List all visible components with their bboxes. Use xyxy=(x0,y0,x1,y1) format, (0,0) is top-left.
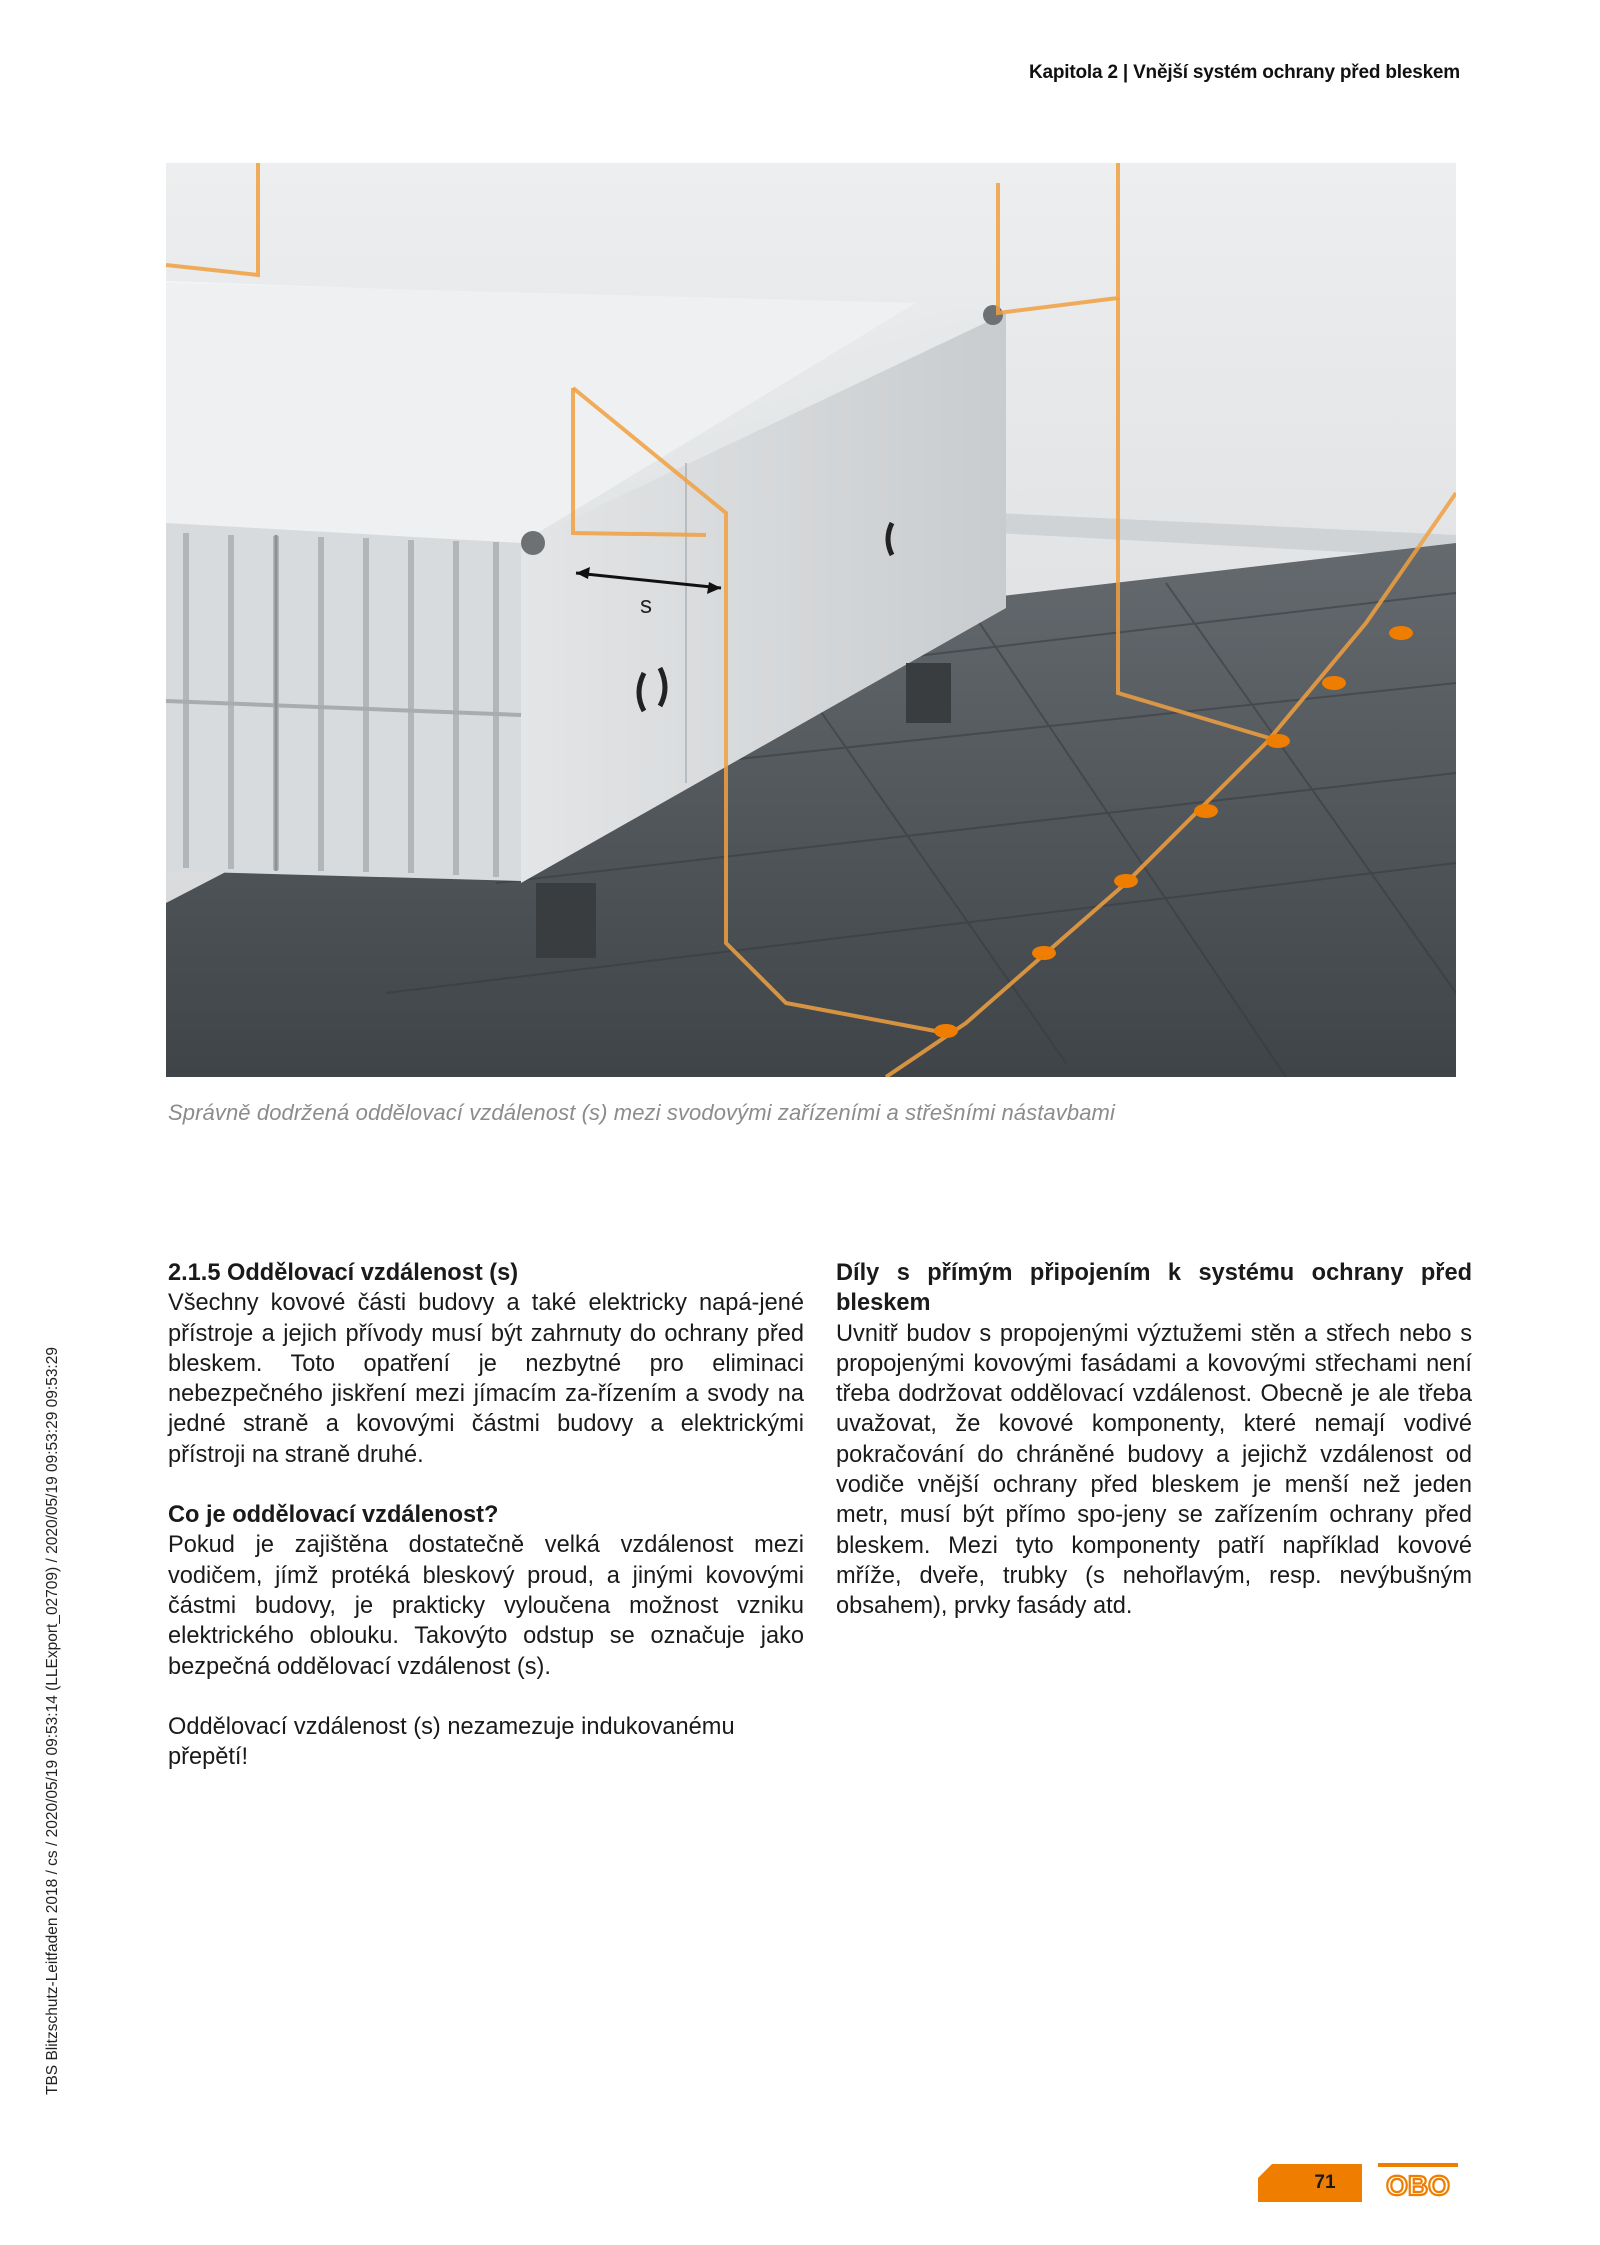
chapter-header: Kapitola 2 | Vnější systém ochrany před bleskem xyxy=(1029,62,1460,83)
figure-caption: Správně dodržená oddělovací vzdálenost (s) mezi svodovými zařízeními a střešními nástavbami xyxy=(168,1100,1115,1125)
separation-label: s xyxy=(640,592,652,619)
page-number: 71 xyxy=(1314,2172,1336,2193)
section-title: 2.1.5 Oddělovací vzdálenost (s) xyxy=(168,1260,519,1286)
answer-paragraph: Pokud je zajištěna dostatečně velká vzdálenost mezi vodičem, jímž protéká bleskový proud, a jinými kovovými částmi budovy, je prakticky vyloučena možnost vzniku elektrického oblouku. Takovýto odstup se označuje jako bezpečná oddělovací vzdálenost (s). xyxy=(168,1532,804,1680)
brand-wordmark: OBO xyxy=(1386,2170,1450,2201)
rooftop-illustration xyxy=(166,163,1456,1077)
note-paragraph: Oddělovací vzdálenost (s) nezamezuje indukovanému přepětí! xyxy=(168,1713,735,1771)
obo-logo xyxy=(1376,2162,1460,2202)
right-column xyxy=(836,1258,1472,1622)
question-title: Co je oddělovací vzdálenost? xyxy=(168,1502,499,1529)
right-body: Uvnitř budov s propojenými výztužemi stěn a střech nebo s propojenými kovovými fasádami a kovovými střechami není třeba dodržovat oddělovací vzdálenost. Obecně je ale třeba uvažovat, že kovové komponenty, které nemají vodivé pokračování do chráněné budovy a jejichž vzdálenost od vodiče vnější ochrany před bleskem je menší než jeden metr, musí být přímo spo-jeny se zařízením ochrany před bleskem. Mezi tyto komponenty patří například kovové mříže, dveře, trubky (s nehořlavým, resp. nevýbušným obsahem), prvky fasády atd. xyxy=(836,1320,1472,1620)
right-title: Díly s přímým připojením k systému ochrany před bleskem xyxy=(836,1260,1472,1317)
print-metadata: TBS Blitzschutz-Leitfaden 2018 / cs / 2020/05/19 09:53:14 (LLExport_02709) / 2020/05/19 09:53:29 09:53:29 xyxy=(44,1347,61,2095)
intro-paragraph: Všechny kovové části budovy a také elektricky napá-jené přístroje a jejich přívody musí být zahrnuty do ochrany před bleskem. Toto opatření je nezbytné pro eliminaci nebezpečného jiskření mezi jímacím za-řízením a svody na jedné straně a kovovými částmi budovy a elektrickými přístroji na straně druhé. xyxy=(168,1290,804,1468)
left-column xyxy=(168,1258,804,1772)
